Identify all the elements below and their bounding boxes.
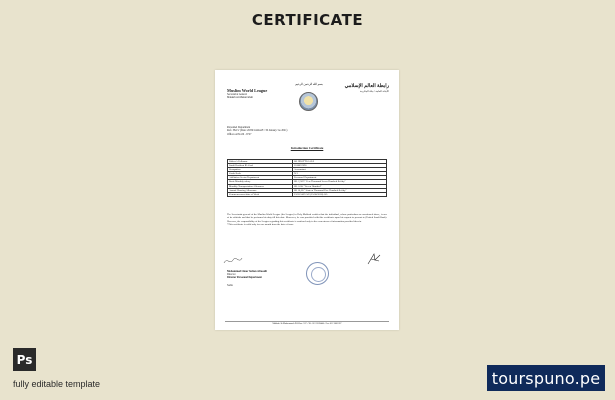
table-value: 2188857690 xyxy=(293,164,387,168)
ref-line: Personnel Department xyxy=(227,126,251,129)
brand-logo[interactable]: tourspuno.pe xyxy=(487,365,605,391)
signer-name: Mohammed Omar Sultan Alrasaili xyxy=(227,270,267,273)
table-key: Occupation xyxy=(228,168,293,172)
table-key: Saudi Resident ID Card xyxy=(228,164,293,168)
header-right xyxy=(333,84,389,93)
emblem-logo xyxy=(299,92,318,111)
table-value: Accountant xyxy=(293,168,387,172)
paragraph-text: The Secretariat general of the Muslim World League (the League) in Holy Makkah certifies that the individual, whose particulars are mentioned above, is one of its officials and that he performs his duty till this date. Moreover, he was provided with this certificate upon his request to present to (United Saudi Bank). However, the responsibility of the League regarding this certificate is confined only to the correctness of information provided therein. xyxy=(227,213,387,223)
ref-line: Ref.: 382/1/ (Date: 20/09/1442A.H / 30 January/ no 2021) xyxy=(227,129,288,133)
signature-mark-icon xyxy=(366,252,382,266)
table-key: Monthly Transportation Allowance xyxy=(228,184,293,188)
org-name-ar: رابطة العالم الإسلامي xyxy=(344,84,389,89)
org-name-en: Muslim World League xyxy=(227,88,268,93)
validity-note: *This certificate is valid only for one month from the date of issue. xyxy=(227,222,294,226)
table-value: N/1 xyxy=(293,172,387,176)
certificate-document xyxy=(215,70,399,330)
table-value: SR. 2,587/" Few Thousand Seven Hundred & fifty" xyxy=(293,180,387,184)
header-left xyxy=(227,88,277,100)
table-key: Annual Housing Allowance xyxy=(228,188,293,192)
table-value: Personnel Department xyxy=(293,176,387,180)
table-key: Commencement date of Work xyxy=(228,192,293,196)
official-stamp xyxy=(306,262,329,285)
table-value: 23/02/1439 AH (25/08/2018) AD xyxy=(293,192,387,196)
org-sub-ar: الأمانة العامة / مكة المكرمة xyxy=(359,90,389,93)
table-value: SR. 0.00/ "Seven Hundred" xyxy=(293,184,387,188)
section-title: Introduction Certificate xyxy=(290,146,324,150)
signature-scribble-icon xyxy=(223,255,243,267)
table-key: Basic Monthly salary xyxy=(228,180,293,184)
editable-label: fully editable template xyxy=(13,379,101,389)
org-sub1: Secretariat General xyxy=(227,93,247,96)
photoshop-icon: Ps xyxy=(13,348,36,371)
table-row xyxy=(228,192,387,196)
table-value: SO HNATTI GALE xyxy=(293,160,387,164)
signature-block xyxy=(227,270,297,287)
org-sub2: Makkah Al-Mukarramah xyxy=(227,96,253,100)
table-key: Affiliation Sector/Department xyxy=(228,176,293,180)
table-key: Officer's Fullname xyxy=(228,160,293,164)
signer-title: Director xyxy=(227,273,236,276)
basmala-text: بسم الله الرحمن الرحيم xyxy=(295,83,323,86)
page-title: CERTIFICATE xyxy=(251,11,364,29)
signer-department: Director Personnel Department xyxy=(227,276,262,280)
certificate-paragraph xyxy=(227,213,387,226)
table-key: Grade/Scale xyxy=(228,172,293,176)
info-table xyxy=(227,159,387,197)
reference-block xyxy=(227,126,347,136)
table-value: SR 10,00/" Sixteen Thousand Five Hundred & fifty" xyxy=(293,188,387,192)
ref-line: Offices A/No.06 - 6727 xyxy=(227,132,252,136)
document-footer: Makkah Al-Mukarramah P.O.Box: 537 - Tel: 012 5309444 - Fax: 012 5601267 xyxy=(225,321,389,325)
signer-extra: Sadia xyxy=(227,283,233,287)
